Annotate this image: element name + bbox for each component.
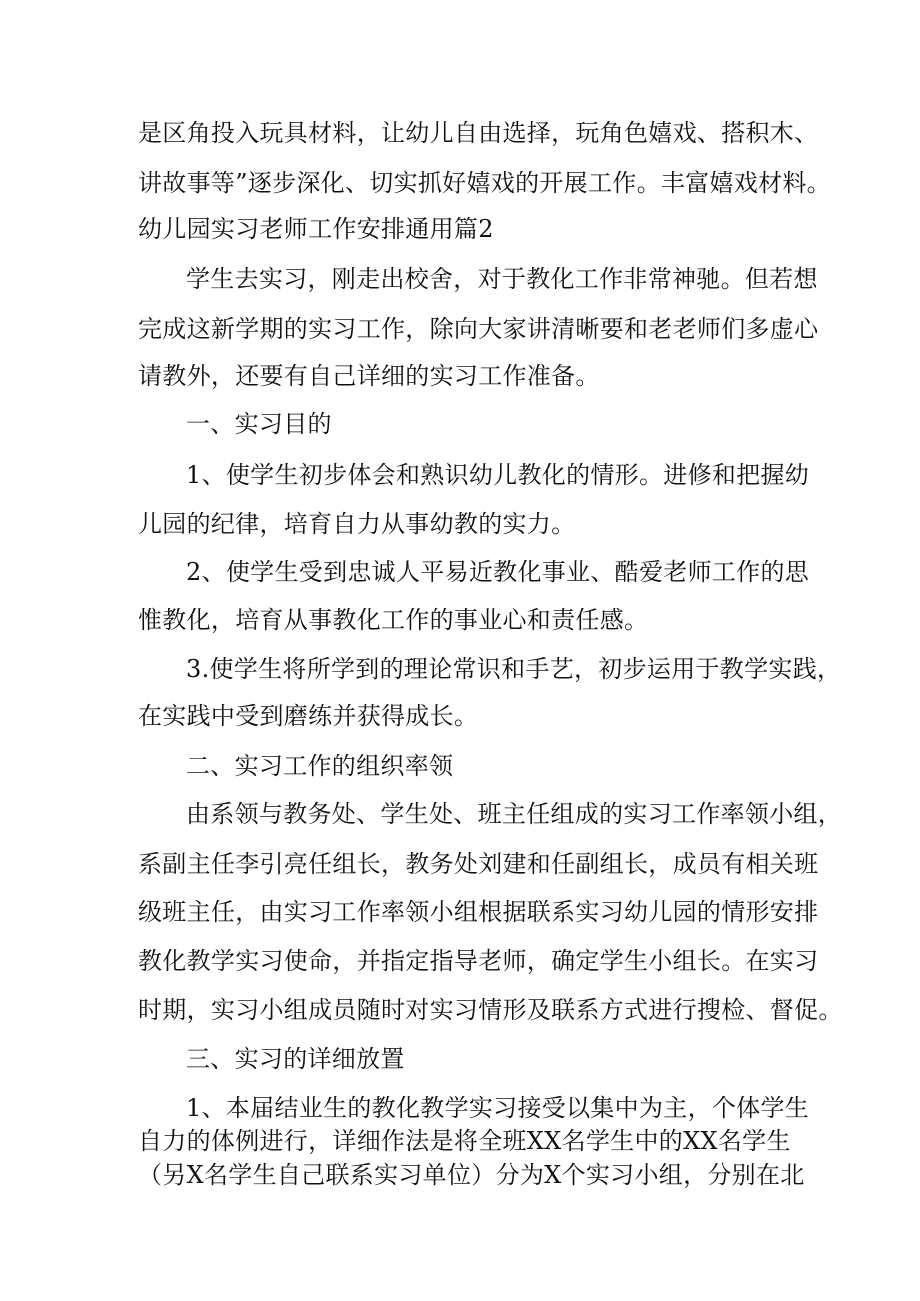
text-line: 惟教化，培育从事教化工作的事业心和责任感。: [138, 606, 649, 634]
text-line: 时期，实习小组成员随时对实习情形及联系方式进行搜检、督促。: [138, 996, 843, 1024]
text-line: 自力的体例进行，详细作法是将全班XX名学生中的XX名学生: [138, 1127, 791, 1155]
text-line: 学生去实习，刚走出校舍，对于教化工作非常神驰。但若想: [186, 265, 818, 293]
section-heading: 一、实习目的: [186, 410, 332, 438]
text-line: 完成这新学期的实习工作，除向大家讲清晰要和老老师们多虚心: [138, 315, 819, 343]
text-line: 请教外，还要有自己详细的实习工作准备。: [138, 362, 600, 390]
text-line: 系副主任李引亮任组长，教务处刘建和任副组长，成员有相关班: [138, 850, 819, 878]
text-line: （另X名学生自己联系实习单位）分为X个实习小组，分别在北: [138, 1161, 805, 1189]
section-heading: 三、实习的详细放置: [186, 1045, 405, 1073]
text-line: 1、本届结业生的教化教学实习接受以集中为主，个体学生: [186, 1094, 810, 1122]
text-line: 3.使学生将所学到的理论常识和手艺，初步运用于教学实践，: [186, 655, 842, 683]
text-line: 教化教学实习使命，并指定指导老师，确定学生小组长。在实习: [138, 947, 819, 975]
text-line: 是区角投入玩具材料，让幼儿自由选择，玩角色嬉戏、搭积木、: [138, 119, 819, 147]
section-heading: 幼儿园实习老师工作安排通用篇2: [138, 215, 494, 243]
section-heading: 二、实习工作的组织率领: [186, 752, 454, 780]
text-line: 儿园的纪律，培育自力从事幼教的实力。: [138, 510, 576, 538]
text-line: 在实践中受到磨练并获得成长。: [138, 702, 479, 730]
text-line: 2、使学生受到忠诚人平易近教化事业、酷爱老师工作的思: [186, 558, 810, 586]
text-line: 由系领与教务处、学生处、班主任组成的实习工作率领小组，: [186, 800, 843, 828]
text-line: 1、使学生初步体会和熟识幼儿教化的情形。进修和把握幼: [186, 461, 810, 489]
text-line: 级班主任，由实习工作率领小组根据联系实习幼儿园的情形安排: [138, 898, 819, 926]
text-line: 讲故事等”逐步深化、切实抓好嬉戏的开展工作。丰富嬉戏材料。: [138, 169, 831, 197]
